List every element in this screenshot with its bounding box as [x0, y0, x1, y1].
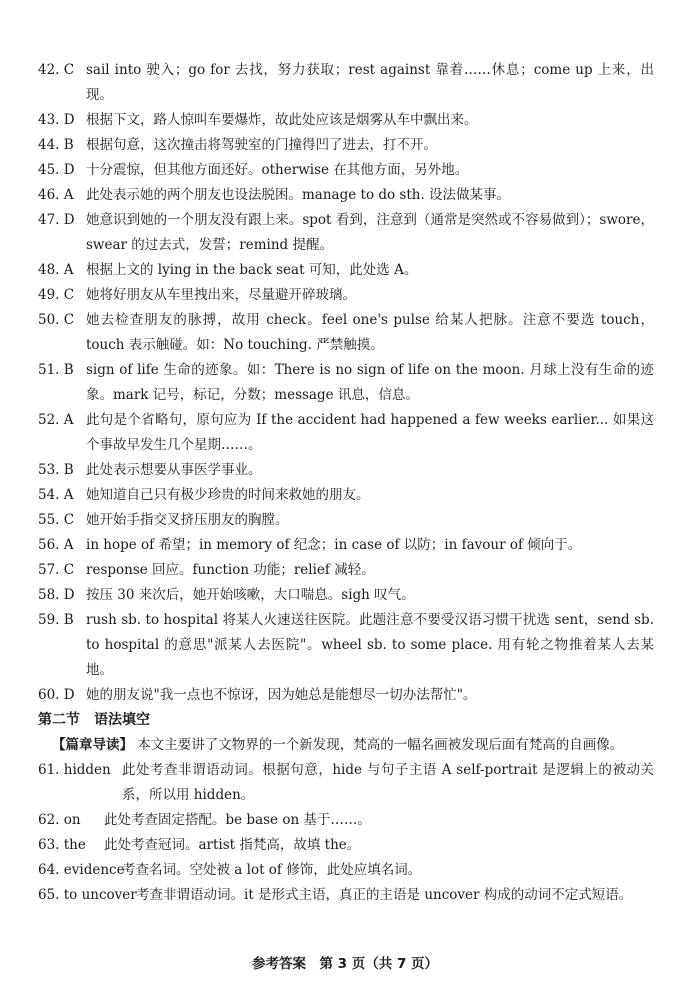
- answer-item: [38, 608, 654, 683]
- answer-explanation: 十分震惊，但其他方面还好。otherwise 在其他方面，另外地。: [86, 162, 469, 178]
- answer-number: 47. D: [38, 212, 75, 228]
- answer-number: 64. evidence: [38, 862, 125, 878]
- answer-number: 44. B: [38, 137, 74, 153]
- answer-explanation: 根据下文，路人惊叫车要爆炸，故此处应该是烟雾从车中飘出来。: [86, 112, 478, 128]
- answer-explanation: in hope of 希望；in memory of 纪念；in case of 以防；in favour of 倾向于。: [86, 537, 582, 553]
- answer-explanation: 考查非谓语动词。it 是形式主语，真正的主语是 uncover 构成的动词不定式短语。: [136, 887, 633, 903]
- answer-number: 42. C: [38, 62, 75, 78]
- answer-item: [38, 308, 654, 358]
- answer-number: 45. D: [38, 162, 75, 178]
- answer-number: 57. C: [38, 562, 75, 578]
- answer-explanation: 她知道自己只有极少珍贵的时间来救她的朋友。: [86, 487, 370, 503]
- answer-number: 50. C: [38, 312, 75, 328]
- answer-number: 62. on: [38, 812, 81, 828]
- answer-item: [38, 558, 654, 583]
- answer-explanation: sail into 驶入；go for 去找，努力获取；rest against 靠着……休息；come up 上来，出现。: [86, 62, 654, 103]
- answer-item: [38, 883, 654, 908]
- page-footer: 参考答案 第 3 页（共 7 页）: [251, 956, 439, 972]
- answer-item: [38, 808, 654, 833]
- answer-number: 63. the: [38, 837, 86, 853]
- answer-explanation: 根据上文的 lying in the back seat 可知，此处选 A。: [86, 262, 418, 278]
- passage-guide: [38, 733, 654, 758]
- passage-guide-text: 本文主要讲了文物界的一个新发现，梵高的一幅名画被发现后面有梵高的自画像。: [137, 737, 624, 753]
- answer-item: [38, 758, 654, 808]
- answer-number: 54. A: [38, 487, 74, 503]
- answer-number: 53. B: [38, 462, 74, 478]
- multiple-choice-answers: [38, 58, 654, 708]
- answer-item: [38, 58, 654, 108]
- answer-number: 49. C: [38, 287, 75, 303]
- answer-item: [38, 358, 654, 408]
- answer-explanation: 此处考查冠词。artist 指梵高，故填 the。: [104, 837, 361, 853]
- answer-item: [38, 258, 654, 283]
- answer-item: [38, 458, 654, 483]
- answer-number: 55. C: [38, 512, 75, 528]
- answer-item: [38, 158, 654, 183]
- answer-number: 60. D: [38, 687, 75, 703]
- answer-number: 48. A: [38, 262, 74, 278]
- answer-item: [38, 533, 654, 558]
- answer-item: [38, 108, 654, 133]
- answer-number: 43. D: [38, 112, 75, 128]
- answer-number: 46. A: [38, 187, 74, 203]
- answer-explanation: 此处表示想要从事医学事业。: [86, 462, 262, 478]
- answer-number: 59. B: [38, 612, 74, 628]
- answer-explanation: 她将好朋友从车里拽出来，尽量避开碎玻璃。: [86, 287, 356, 303]
- answer-item: [38, 683, 654, 708]
- answer-explanation: 根据句意，这次撞击将驾驶室的门撞得凹了进去，打不开。: [86, 137, 437, 153]
- answer-item: [38, 583, 654, 608]
- answer-explanation: sign of life 生命的迹象。如：There is no sign of life on the moon. 月球上没有生命的迹象。mark 记号，标记，分数；message 讯息，信息。: [86, 362, 654, 403]
- answer-explanation: 她开始手指交叉挤压朋友的胸膛。: [86, 512, 289, 528]
- answer-number: 52. A: [38, 412, 74, 428]
- section-title: 第二节 语法填空: [38, 712, 150, 728]
- answer-number: 51. B: [38, 362, 74, 378]
- answer-explanation: rush sb. to hospital 将某人火速送往医院。此题注意不要受汉语习惯干扰选 sent，send sb. to hospital 的意思"派某人去医院"。wheel sb. to some place. 用有轮之物推着某人去某地。: [86, 612, 654, 678]
- answer-item: [38, 858, 654, 883]
- answer-explanation: 她意识到她的一个朋友没有跟上来。spot 看到，注意到（通常是突然或不容易做到）；swore，swear 的过去式，发誓；remind 提醒。: [86, 212, 654, 253]
- answer-number: 65. to uncover: [38, 887, 137, 903]
- answer-number: 58. D: [38, 587, 75, 603]
- answer-explanation: 按压 30 来次后，她开始咳嗽，大口喘息。sigh 叹气。: [86, 587, 415, 603]
- answer-explanation: 考查名词。空处被 a lot of 修饰，此处应填名词。: [122, 862, 422, 878]
- answer-item: [38, 508, 654, 533]
- answer-explanation: 她的朋友说"我一点也不惊讶，因为她总是能想尽一切办法帮忙"。: [86, 687, 477, 703]
- answer-explanation: 此句是个省略句，原句应为 If the accident had happened a few weeks earlier... 如果这个事故早发生几个星期……。: [86, 412, 654, 453]
- answer-explanation: response 回应。function 功能；relief 减轻。: [86, 562, 375, 578]
- passage-guide-label: 【篇章导读】: [52, 737, 133, 753]
- grammar-fill-answers: [38, 758, 654, 908]
- answer-item: [38, 183, 654, 208]
- answer-item: [38, 408, 654, 458]
- answer-item: [38, 483, 654, 508]
- answer-number: 56. A: [38, 537, 74, 553]
- answer-list: [38, 58, 654, 908]
- answer-item: [38, 208, 654, 258]
- answer-explanation: 此处考查非谓语动词。根据句意，hide 与句子主语 A self-portrait 是逻辑上的被动关系，所以用 hidden。: [122, 762, 654, 803]
- answer-explanation: 此处考查固定搭配。be base on 基于……。: [104, 812, 371, 828]
- answer-explanation: 此处表示她的两个朋友也设法脱困。manage to do sth. 设法做某事。: [86, 187, 511, 203]
- answer-number: 61. hidden: [38, 762, 111, 778]
- answer-item: [38, 833, 654, 858]
- answer-explanation: 她去检查朋友的脉搏，故用 check。feel one's pulse 给某人把脉。注意不要选 touch，touch 表示触碰。如：No touching. 严禁触摸。: [86, 312, 654, 353]
- answer-item: [38, 283, 654, 308]
- answer-item: [38, 133, 654, 158]
